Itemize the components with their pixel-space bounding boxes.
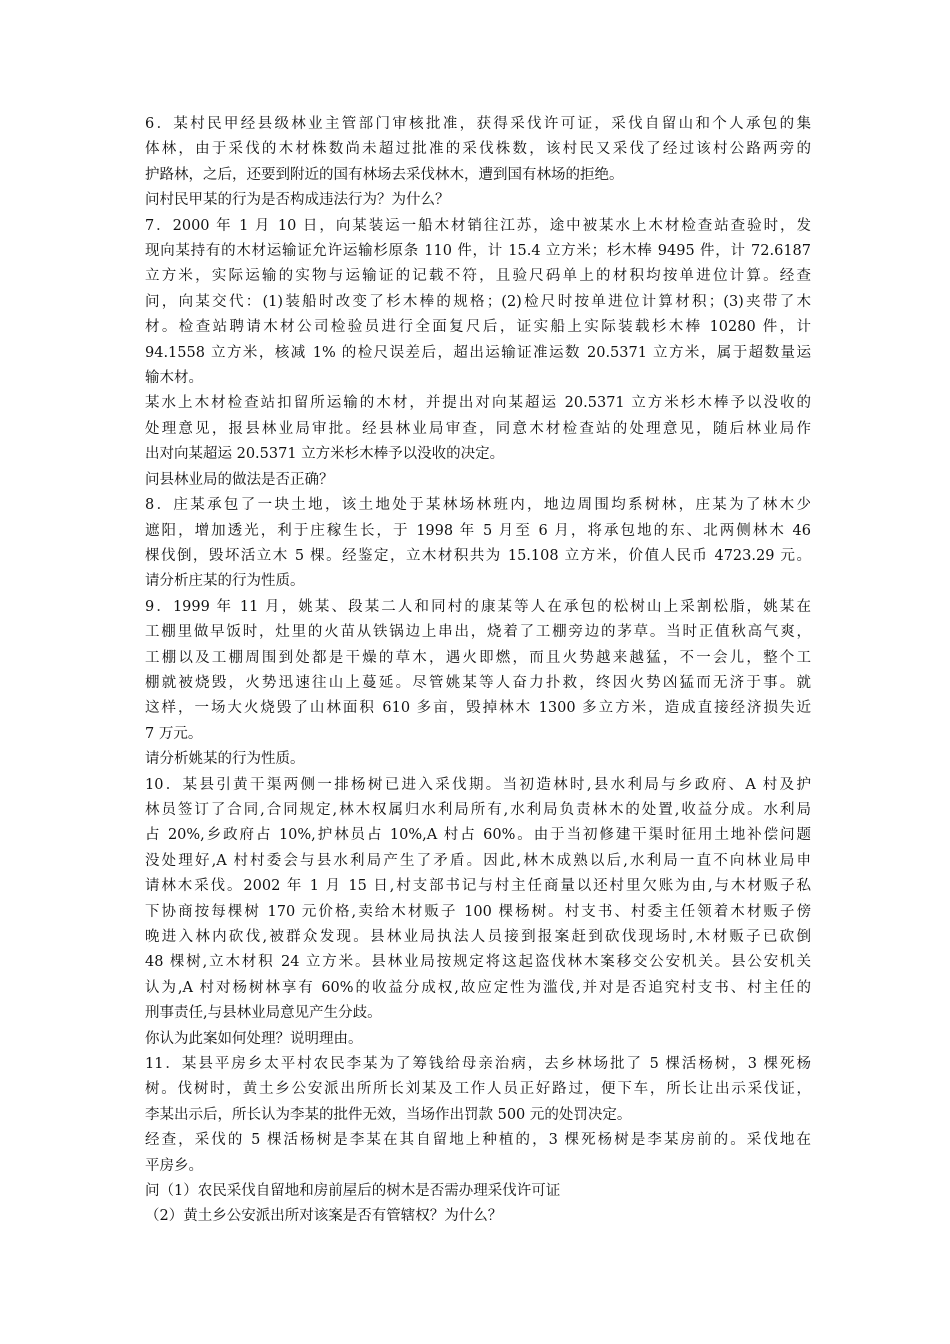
question-7-process	[145, 391, 811, 467]
text-line: 问，向某交代：(1)装船时改变了杉木棒的规格；(2)检尺时按单进位计算材积；(3)夹带了木	[145, 293, 811, 310]
text-line: 认为,A 村对杨树林享有 60%的收益分成权,故应定性为滥伐,并对是否追究村支书、村主任的	[145, 979, 811, 996]
text-line: 8．庄某承包了一块土地，该土地处于某林场林班内，地边周围均系树林，庄某为了林木少	[145, 497, 811, 514]
text-line: 林员签订了合同,合同规定,林木权属归水利局所有,水利局负责林木的处置,收益分成。水利局	[145, 801, 811, 818]
text-line: 请林木采伐。2002 年 1 月 15 日,村支部书记与村主任商量以还村里欠账为由,与木材贩子私	[145, 878, 811, 895]
question-11-facts	[145, 1128, 811, 1179]
text-line: 没处理好,A 村村委会与县水利局产生了矛盾。因此,林木成熟以后,水利局一直不向林业局申	[145, 852, 811, 869]
text-line: 遮阳，增加透光，利于庄稼生长，于 1998 年 5 月至 6 月，将承包地的东、北两侧林木 46	[145, 522, 811, 539]
text-line: 处理意见，报县林业局审批。经县林业局审查，同意木材检查站的处理意见，随后林业局作	[145, 420, 811, 437]
text-line: 体林，由于采伐的木材株数尚未超过批准的采伐株数，该村民又采伐了经过该村公路两旁的	[145, 141, 811, 158]
text-line: 晚进入林内砍伐,被群众发现。县林业局执法人员接到报案赶到砍伐现场时,木材贩子已砍倒	[145, 929, 811, 945]
text-line: 输木材。	[145, 370, 203, 387]
text-line: 材。检查站聘请木材公司检验员进行全面复尺后，证实船上实际装载杉木棒 10280 件，计	[145, 319, 811, 336]
text-line: 问县林业局的做法是否正确？	[145, 471, 334, 488]
text-line: 棚就被烧毁，火势迅速往山上蔓延。尽管姚某等人奋力扑救，终因火势凶猛而无济于事。就	[145, 674, 811, 691]
text-line: 棵伐倒，毁坏活立木 5 棵。经鉴定，立木材积共为 15.108 立方米，价值人民币 4723.29 元。	[145, 547, 811, 564]
text-line: 现向某持有的木材运输证允许运输杉原条 110 件，计 15.4 立方米；杉木棒 9495 件，计 72.6187	[145, 243, 811, 260]
question-7-paragraph	[145, 214, 811, 392]
question-6-ask	[145, 188, 811, 213]
question-9-paragraph	[145, 595, 811, 747]
text-line: 立方米，实际运输的实物与运输证的记载不符，且验尺码单上的材积均按单进位计算。经查	[145, 268, 811, 285]
question-11-ask-2	[145, 1204, 811, 1229]
text-line: 下协商按每棵树 170 元价格,卖给木材贩子 100 棵杨树。村支书、村委主任领着木材贩子傍	[145, 903, 811, 920]
question-6-paragraph	[145, 112, 811, 188]
text-line: 这样，一场大火烧毁了山林面积 610 多亩，毁掉林木 1300 多立方米，造成直接经济损失近	[145, 700, 811, 717]
text-line: 树。伐树时，黄土乡公安派出所所长刘某及工作人员正好路过，便下车，所长让出示采伐证，	[145, 1081, 811, 1098]
text-line: 6．某村民甲经县级林业主管部门审核批准，获得采伐许可证，采伐自留山和个人承包的集	[145, 116, 811, 132]
text-line: 7 万元。	[145, 725, 203, 742]
text-line: 请分析庄某的行为性质。	[145, 573, 305, 590]
text-line: 94.1558 立方米，核减 1% 的检尺误差后，超出运输证准运数 20.5371 立方米，属于超数量运	[145, 344, 811, 361]
text-line: 工棚里做早饭时，灶里的火苗从铁锅边上串出，烧着了工棚旁边的茅草。当时正值秋高气爽，	[145, 624, 811, 641]
text-line: 48 棵树,立木材积 24 立方米。县林业局按规定将这起盗伐林木案移交公安机关。县公安机关	[145, 954, 811, 971]
text-line: 刑事责任,与县林业局意见产生分歧。	[145, 1005, 382, 1022]
text-line: 你认为此案如何处理？说明理由。	[145, 1030, 363, 1047]
text-line: 出对向某超运 20.5371 立方米杉木棒予以没收的决定。	[145, 446, 505, 463]
text-line: 经查，采伐的 5 棵活杨树是李某在其自留地上种植的，3 棵死杨树是李某房前的。采伐地在	[145, 1132, 811, 1149]
text-line: 平房乡。	[145, 1157, 203, 1174]
question-7-ask	[145, 468, 811, 493]
text-line: 7．2000 年 1 月 10 日，向某装运一船木材销往江苏，途中被某水上木材检查站查验时，发	[145, 217, 811, 234]
question-11-paragraph	[145, 1052, 811, 1128]
document-page	[145, 112, 811, 1230]
question-10-paragraph	[145, 773, 811, 1027]
question-9-ask	[145, 747, 811, 772]
text-line: 某水上木材检查站扣留所运输的木材，并提出对向某超运 20.5371 立方米杉木棒予以没收的	[145, 395, 811, 412]
text-line: 护路林，之后，还要到附近的国有林场去采伐林木，遭到国有林场的拒绝。	[145, 166, 624, 183]
text-line: 工棚以及工棚周围到处都是干燥的草木，遇火即燃，而且火势越来越猛，不一会儿，整个工	[145, 649, 811, 666]
text-line: （2）黄土乡公安派出所对该案是否有管辖权？为什么？	[145, 1208, 503, 1225]
question-8-paragraph	[145, 493, 811, 595]
text-line: 9．1999 年 11 月，姚某、段某二人和同村的康某等人在承包的松树山上采割松脂，姚某在	[145, 598, 811, 615]
text-line: 请分析姚某的行为性质。	[145, 751, 305, 768]
text-line: 占 20%,乡政府占 10%,护林员占 10%,A 村占 60%。由于当初修建干渠时征用土地补偿问题	[145, 827, 811, 844]
question-11-ask-1	[145, 1179, 811, 1204]
text-line: 问（1）农民采伐自留地和房前屋后的树木是否需办理采伐许可证	[145, 1183, 561, 1200]
text-line: 李某出示后，所长认为李某的批件无效，当场作出罚款 500 元的处罚决定。	[145, 1106, 632, 1123]
text-line: 问村民甲某的行为是否构成违法行为？为什么？	[145, 192, 450, 209]
text-line: 11．某县平房乡太平村农民李某为了筹钱给母亲治病，去乡林场批了 5 棵活杨树，3 棵死杨	[145, 1056, 811, 1073]
question-10-ask	[145, 1027, 811, 1052]
text-line: 10．某县引黄干渠两侧一排杨树已进入采伐期。当初造林时,县水利局与乡政府、A 村及护	[145, 776, 811, 793]
